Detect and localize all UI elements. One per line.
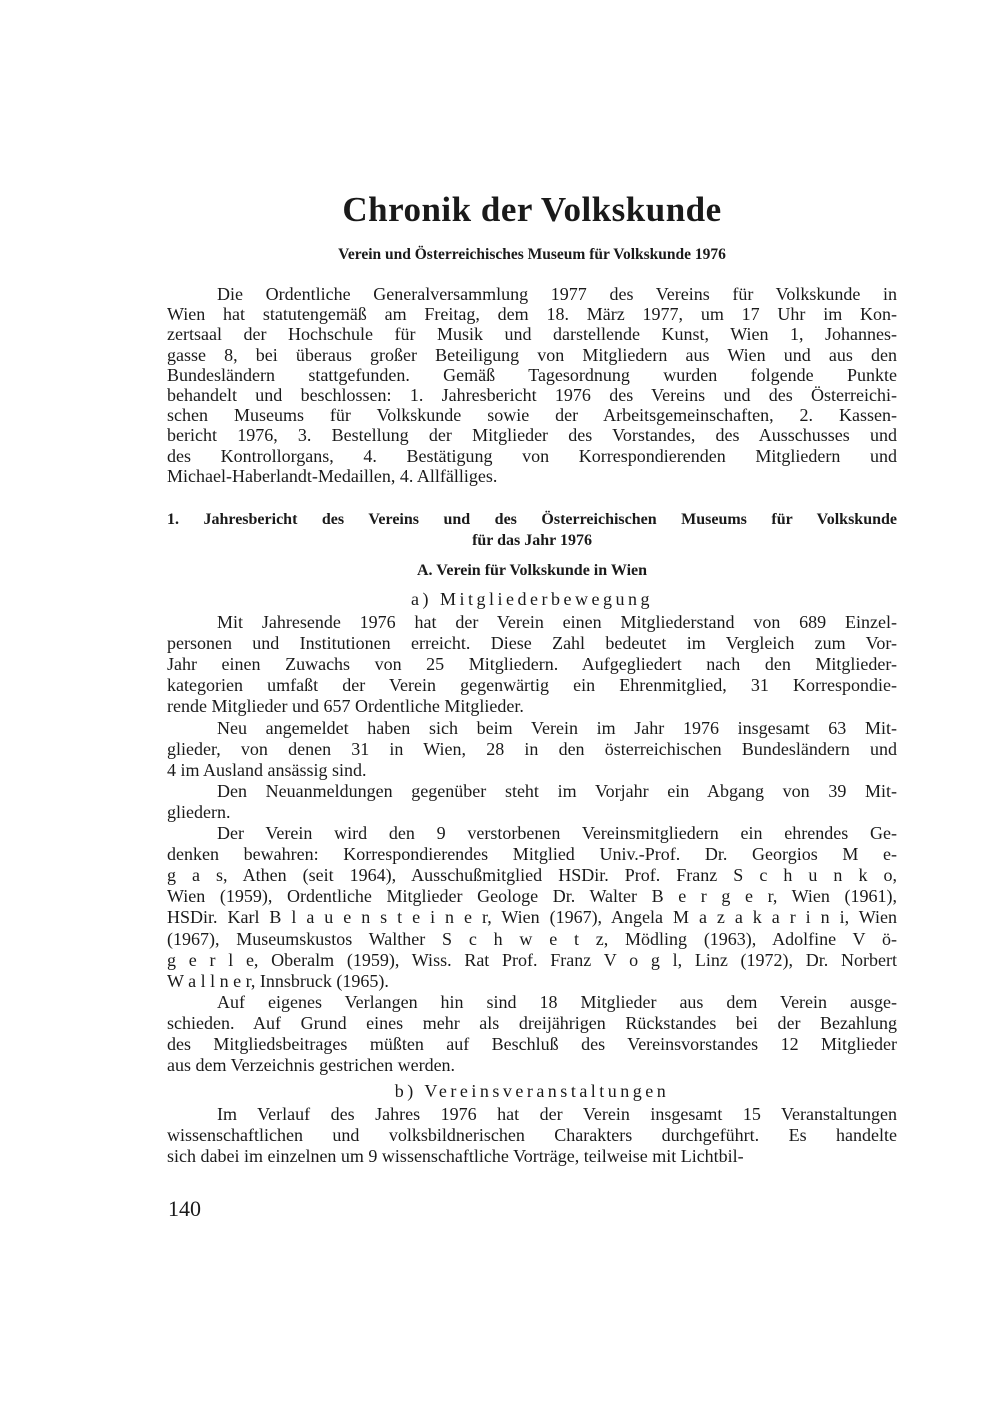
paragraph-line: Jahr einen Zuwachs von 25 Mitgliedern. Aufgegliedert nach den Mitglieder- bbox=[167, 654, 897, 675]
paragraph-line: 4 im Ausland ansässig sind. bbox=[167, 759, 367, 780]
paragraph-line: Wien (1959), Ordentliche Mitglieder Geologe Dr. Walter B e r g e r, Wien (1961), bbox=[167, 886, 897, 907]
subsection-title: b) Vereinsveranstaltungen bbox=[394, 1081, 670, 1101]
paragraph-line: Den Neuanmeldungen gegenüber steht im Vorjahr ein Abgang von 39 Mit- bbox=[217, 780, 897, 801]
paragraph-line: g e r l e, Oberalm (1959), Wiss. Rat Prof. Franz V o g l, Linz (1972), Dr. Norbert bbox=[167, 949, 897, 970]
paragraph-line: g a s, Athen (seit 1964), Ausschußmitglied HSDir. Prof. Franz S c h u n k o, bbox=[167, 865, 897, 886]
paragraph-line: Auf eigenes Verlangen hin sind 18 Mitglieder aus dem Verein ausge- bbox=[217, 991, 897, 1012]
paragraph-line: bericht 1976, 3. Bestellung der Mitglieder des Vorstandes, des Ausschusses und bbox=[167, 425, 897, 446]
paragraph-line: Bundesländern stattgefunden. Gemäß Tagesordnung wurden folgende Punkte bbox=[167, 364, 897, 385]
paragraph-line: schen Museums für Volkskunde sowie der Arbeitsgemeinschaften, 2. Kassen- bbox=[167, 405, 897, 426]
paragraph-line: (1967), Museumskustos Walther S c h w e t z, Mödling (1963), Adolfine V ö- bbox=[167, 928, 897, 949]
paragraph-line: personen und Institutionen erreicht. Diese Zahl bedeutet im Vergleich zum Vor- bbox=[167, 633, 897, 654]
paragraph-line: zertsaal der Hochschule für Musik und darstellende Kunst, Wien 1, Johannes- bbox=[167, 324, 897, 345]
paragraph-line: schieden. Auf Grund eines mehr als dreijährigen Rückstandes bei der Bezahlung bbox=[167, 1012, 897, 1033]
page-number: 140 bbox=[168, 1196, 201, 1221]
paragraph-line: kategorien umfaßt der Verein gegenwärtig ein Ehrenmitglied, 31 Korrespondie- bbox=[167, 675, 897, 696]
paragraph-line: Neu angemeldet haben sich beim Verein im Jahr 1976 insgesamt 63 Mit- bbox=[217, 717, 897, 738]
paragraph-line: aus dem Verzeichnis gestrichen werden. bbox=[167, 1055, 456, 1076]
paragraph-line: wissenschaftlichen und volksbildnerischen Charakters durchgeführt. Es handelte bbox=[167, 1125, 897, 1146]
paragraph-line: des Mitgliedsbeitrages müßten auf Beschluß des Vereinsvorstandes 12 Mitglieder bbox=[167, 1034, 897, 1054]
paragraph-line: HSDir. Karl B l a u e n s t e i n e r, Wien (1967), Angela M a z a k a r i n i, Wien bbox=[167, 907, 897, 928]
subsection-title: a) Mitgliederbewegung bbox=[411, 589, 653, 609]
paragraph-line: gliedern. bbox=[167, 801, 231, 822]
paragraph-line: Wien hat statutengemäß am Freitag, dem 18. März 1977, um 17 Uhr im Kon- bbox=[167, 304, 897, 325]
paragraph-line: Der Verein wird den 9 verstorbenen Vereinsmitgliedern ein ehrendes Ge- bbox=[217, 823, 897, 843]
paragraph-line: W a l l n e r, Innsbruck (1965). bbox=[167, 970, 389, 991]
paragraph-line: glieder, von denen 31 in Wien, 28 in den österreichischen Bundesländern und bbox=[167, 738, 897, 759]
paragraph-line: Michael-Haberlandt-Medaillen, 4. Allfälliges. bbox=[167, 465, 498, 486]
paragraph-line: Mit Jahresende 1976 hat der Verein einen Mitgliederstand von 689 Einzel- bbox=[217, 612, 897, 632]
section-heading: 1. Jahresbericht des Vereins und des Österreichischen Museums für Volkskunde bbox=[167, 511, 897, 528]
paragraph-line: denken bewahren: Korrespondierendes Mitglied Univ.-Prof. Dr. Georgios M e- bbox=[167, 844, 897, 865]
paragraph-line: Im Verlauf des Jahres 1976 hat der Verein insgesamt 15 Veranstaltungen bbox=[217, 1104, 897, 1124]
page-title: Chronik der Volkskunde bbox=[342, 190, 722, 229]
section-heading: für das Jahr 1976 bbox=[472, 532, 592, 549]
page-subtitle: Verein und Österreichisches Museum für Volkskunde 1976 bbox=[338, 246, 726, 263]
paragraph-line: behandelt und beschlossen: 1. Jahresbericht 1976 des Vereins und des Österreichi- bbox=[167, 385, 897, 405]
paragraph-line: rende Mitglieder und 657 Ordentliche Mitglieder. bbox=[167, 696, 524, 717]
subsection-heading: A. Verein für Volkskunde in Wien bbox=[416, 562, 648, 579]
paragraph-line: des Kontrollorgans, 4. Bestätigung von Korrespondierenden Mitgliedern und bbox=[167, 445, 897, 466]
paragraph-line: Die Ordentliche Generalversammlung 1977 des Vereins für Volkskunde in bbox=[217, 284, 897, 304]
paragraph-line: sich dabei im einzelnen um 9 wissenschaftliche Vorträge, teilweise mit Lichtbil- bbox=[167, 1146, 744, 1167]
paragraph-line: gasse 8, bei überaus großer Beteiligung von Mitgliedern aus Wien und aus den bbox=[167, 344, 897, 365]
